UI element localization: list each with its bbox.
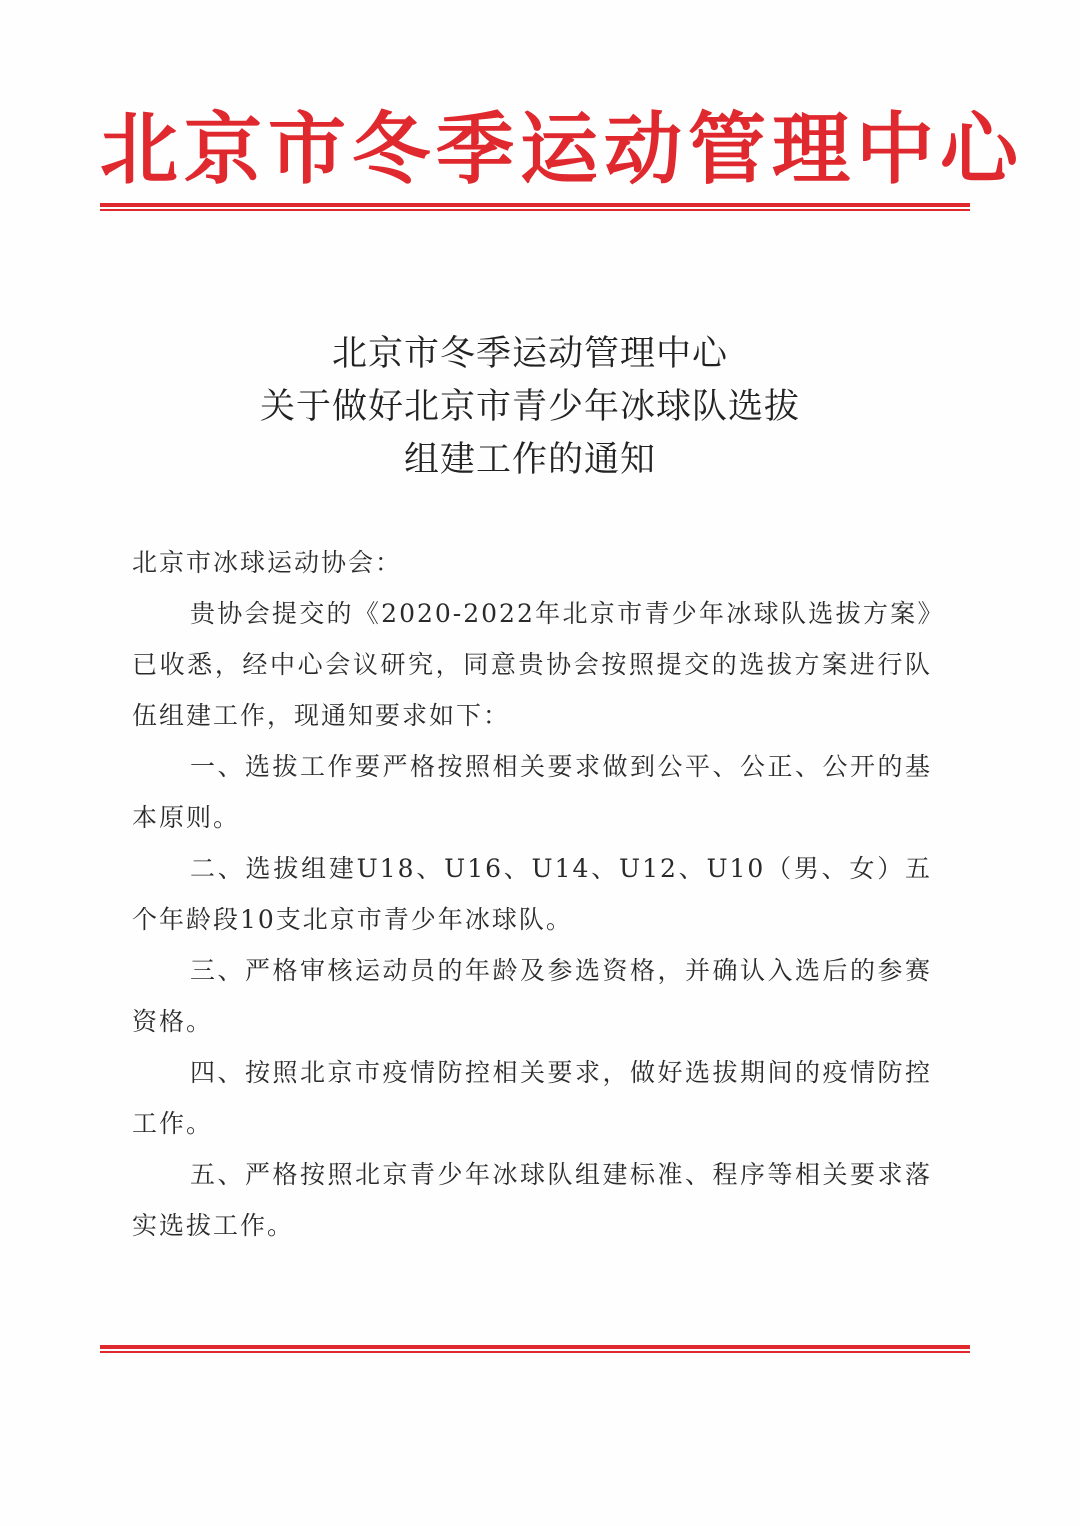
paragraph-item-5: 五、严格按照北京青少年冰球队组建标准、程序等相关要求落实选拔工作。 bbox=[132, 1160, 932, 1240]
paragraph-item-4: 四、按照北京市疫情防控相关要求，做好选拔期间的疫情防控工作。 bbox=[132, 1058, 932, 1138]
title-line-1: 北京市冬季运动管理中心 bbox=[331, 334, 728, 374]
letterhead-rule-thin bbox=[100, 209, 970, 211]
letterhead-rule-thick bbox=[100, 203, 970, 207]
salutation: 北京市冰球运动协会： bbox=[132, 548, 403, 577]
footer-rule-thin bbox=[100, 1351, 970, 1353]
title-line-2: 关于做好北京市青少年冰球队选拔 bbox=[259, 387, 800, 427]
document-body bbox=[132, 537, 932, 1251]
footer-rule-thick bbox=[100, 1345, 970, 1349]
paragraph-intro: 贵协会提交的《2020-2022年北京市青少年冰球队选拔方案》已收悉，经中心会议研究，同意贵协会按照提交的选拔方案进行队伍组建工作，现通知要求如下： bbox=[132, 599, 932, 730]
document-title bbox=[120, 328, 940, 487]
paragraph-item-2: 二、选拔组建U18、U16、U14、U12、U10（男、女）五个年龄段10支北京市青少年冰球队。 bbox=[132, 854, 932, 934]
paragraph-item-1: 一、选拔工作要严格按照相关要求做到公平、公正、公开的基本原则。 bbox=[132, 752, 932, 832]
letterhead-org-name: 北京市冬季运动管理中心 bbox=[100, 104, 1025, 195]
title-line-3: 组建工作的通知 bbox=[403, 440, 656, 480]
paragraph-item-3: 三、严格审核运动员的年龄及参选资格，并确认入选后的参赛资格。 bbox=[132, 956, 932, 1036]
